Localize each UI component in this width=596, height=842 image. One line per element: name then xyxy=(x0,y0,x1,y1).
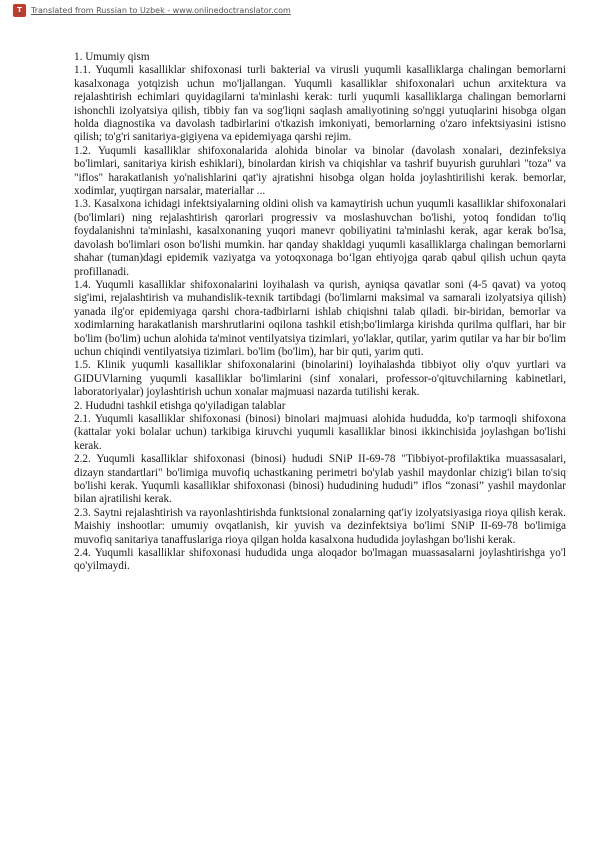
document-body xyxy=(74,51,566,574)
section-heading-territory: 2. Hududni tashkil etishga qo'yiladigan talablar xyxy=(74,399,286,412)
paragraph-2-2: 2.2. Yuqumli kasalliklar shifoxonasi (binosi) hududi SNiP II-69-78 "Tibbiyot-profilaktika muassasalari, dizayn standartlari" bo'limiga muvofiq uchastkaning perimetri bo'ylab yashil maydonlar chizig'i bilan to'siq bo'lishi kerak. Yuqumli kasalliklar shifoxonasi (binosi) hududining hududi” iflos “zonasi” yashil maydonlar bilan ajratilishi kerak. xyxy=(74,453,566,506)
paragraph-1-5: 1.5. Klinik yuqumli kasalliklar shifoxonalarini (binolarini) loyihalashda tibbiyot oliy o'quv yurtlari va GIDUVlarning yuqumli kasalliklar bo'limlarini (sinf xonalari, professor-o'qituvchilarning kabinetlari, laboratoriyalar) joylashtirish uchun xonalar majmuasi nazarda tutilishi kerak. xyxy=(74,359,566,399)
document-translate-icon: T xyxy=(13,4,26,17)
paragraph-2-3: 2.3. Saytni rejalashtirish va rayonlashtirishda funktsional zonalarning qat'iy izolyatsiyasiga rioya qilish kerak. Maishiy inshootlar: umumiy ovqatlanish, kir yuvish va dezinfektsiya bo'limi SNiP II-69-78 bo'limiga muvofiq sanitariya tanaffuslariga rioya qilgan holda kasalxona hududida joylashgan bo'lishi kerak. xyxy=(74,506,566,546)
paragraph-2-1: 2.1. Yuqumli kasalliklar shifoxonasi (binosi) binolari majmuasi alohida hududda, ko'p tarmoqli shifoxona (kattalar yoki bolalar uchun) tarkibiga kiruvchi yuqumli kasalliklar binosi ikkinchisida joylashgan bo'lishi kerak. xyxy=(74,412,566,452)
section-heading-general: 1. Umumiy qism xyxy=(74,51,150,63)
paragraph-2-4: 2.4. Yuqumli kasalliklar shifoxonasi hududida unga aloqador bo'lmagan muassasalarni joylashtirishga yo'l qo'yilmaydi. xyxy=(74,547,566,573)
paragraph-1-2: 1.2. Yuqumli kasalliklar shifoxonalarida alohida binolar va binolar (davolash xonalari, dezinfeksiya bo'limlari, sanitariya kirish eshiklari), binolardan kirish va chiqishlar va tashrif buyurish guruhlari "toza" va "iflos" harakatlanish yo'nalishlarini qat'iy ajratishni hisobga olgan holda joylashtirilishi kerak. bemorlar, xodimlar, yuqtirgan narsalar, materiallar ... xyxy=(74,144,566,198)
paragraph-1-3: 1.3. Kasalxona ichidagi infektsiyalarning oldini olish va kamaytirish uchun yuqumli kasalliklar shifoxonalari (bo'limlari) ning rejalashtirish qarorlari progressiv va moslashuvchan bo'lishi, yotoq fondidan to'liq foydalanishni ta'minlashi, kasalxonaning yuqori manevr qobiliyatini ta'minlashi kerak, agar kerak bo'lsa, davolash bo'limlari oson bo'lishi mumkin. har qanday shakldagi yuqumli kasalliklarga chalingan bemorlarni shahar (tuman)dagi epidemik vaziyatga va yotoqxonaga bo‘lgan ehtiyojga qarab qabul qilish uchun qayta profillanadi. xyxy=(74,198,566,278)
banner-link[interactable]: Translated from Russian to Uzbek - www.onlinedoctranslator.com xyxy=(31,6,291,15)
paragraph-1-1: 1.1. Yuqumli kasalliklar shifoxonasi turli bakterial va virusli yuqumli kasalliklarga chalingan bemorlarni kasalxonaga yotqizish uchun mo'ljallangan. Yuqumli kasalliklar shifoxonalari uchun arxitektura va rejalashtirish echimlari quyidagilarni ta'minlashi kerak: turli yuqumli kasalliklarga chalingan bemorlarni ishonchli izolyatsiya qilish, tibbiy fan va sog'liqni saqlash amaliyotining so'nggi yutuqlarini hisobga olgan holda diagnostika va davolash tadbirlarini o'tkazish imkoniyati, bemorlarning o'zaro infektsiyasini istisno qilish; to'g'ri sanitariya-gigiyena va epidemiyaga qarshi rejim. xyxy=(74,64,566,144)
paragraph-1-4: 1.4. Yuqumli kasalliklar shifoxonalarini loyihalash va qurish, ayniqsa qavatlar soni (4-5 qavat) va yotoq sig'imi, rejalashtirish va muhandislik-texnik tartibdagi (bo'limlarni maksimal va samarali izolyatsiya qilish) yanada ilg'or epidemiyaga qarshi chora-tadbirlarni ishlab chiqishni talab qiladi. bir-biridan, bemorlar va xodimlarning harakatlanish marshrutlarini oqilona tashkil etish;bo'limlarga kirishda qurilma qulflari, har bir bo'lim (bo'lim) uchun alohida ta'minot ventilyatsiya tizimlari, yo'laklar, qutilar, yarim qutilar va har bir bo'lim uchun chiqindi ventilyatsiya tizimlari. bo'lim (bo'lim), har bir quti, yarim quti. xyxy=(74,278,566,358)
translation-banner[interactable] xyxy=(13,4,291,17)
